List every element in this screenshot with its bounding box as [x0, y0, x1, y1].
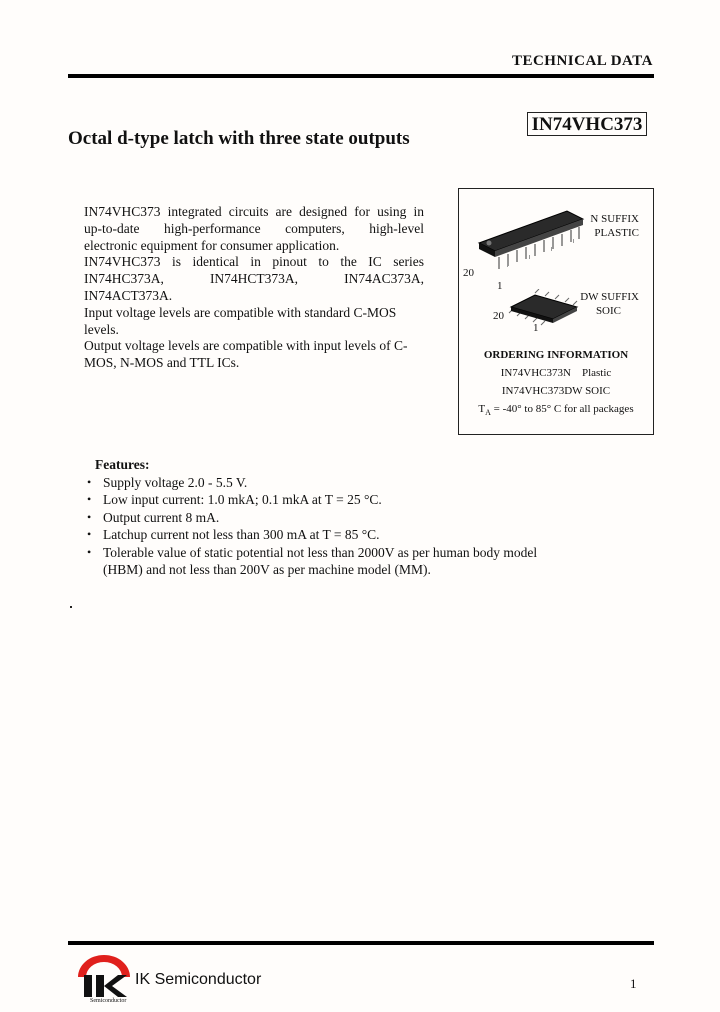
soic-package-image — [505, 289, 581, 329]
page-number: 1 — [630, 976, 637, 991]
series-item: IN74AC373A, — [344, 271, 424, 287]
feature-item: • Low input current: 1.0 mkA; 0.1 mkA at T = 25 °C. — [84, 491, 604, 509]
technical-data-label: TECHNICAL DATA — [511, 53, 653, 69]
desc-line-3: electronic equipment for consumer application. — [84, 237, 340, 253]
n-suffix-label: N SUFFIX — [590, 213, 639, 225]
feature-item — [84, 544, 604, 579]
part-number-box: IN74VHC373 — [527, 112, 647, 136]
desc-line-2: up-to-date high-performance computers, high-level — [84, 220, 424, 236]
order-dw-line: IN74VHC373DW SOIC — [501, 385, 611, 397]
ordering-title: ORDERING INFORMATION — [483, 349, 629, 361]
series-list — [84, 271, 424, 288]
page-title: Octal d-type latch with three state outputs — [68, 128, 410, 149]
n-type-label: PLASTIC — [594, 227, 639, 239]
temperature-range — [459, 403, 653, 417]
series-item: IN74HCT373A, — [209, 271, 299, 287]
soic-pin-20-label: 20 — [493, 310, 504, 322]
company-name: IK Semiconductor — [135, 971, 262, 988]
dip-pin-1-label: 1 — [497, 280, 503, 292]
identical-line: IN74VHC373 is identical in pinout to the IC series — [84, 254, 424, 270]
output-voltage-text: Output voltage levels are compatible with input levels of C-MOS, N-MOS and TTL ICs. — [84, 338, 408, 371]
features-list — [84, 474, 604, 579]
bottom-rule — [68, 941, 654, 945]
feature-item-text: Tolerable value of static potential not less than 2000V as per human body model — [103, 544, 538, 560]
features-section — [84, 456, 604, 579]
series-item: IN74HC373A, — [84, 271, 164, 287]
temp-symbol: T — [478, 403, 486, 415]
feature-item: • Latchup current not less than 300 mA at T = 85 °C. — [84, 526, 604, 544]
description — [84, 204, 424, 372]
package-box — [458, 188, 654, 435]
feature-item-continuation: (HBM) and not less than 200V as per machine model (MM). — [103, 562, 431, 577]
dw-suffix-label: DW SUFFIX — [580, 291, 639, 303]
input-voltage-text: Input voltage levels are compatible with standard C-MOS levels. — [84, 304, 397, 337]
features-title: Features: — [95, 457, 150, 472]
order-n-line: IN74VHC373N Plastic — [500, 367, 612, 379]
soic-pin-1-label: 1 — [533, 322, 539, 334]
dip-pin-20-label: 20 — [463, 267, 474, 279]
series-last: IN74ACT373A. — [84, 287, 173, 303]
feature-item: • Output current 8 mA. — [84, 509, 604, 527]
temp-subscript: A — [485, 408, 491, 418]
desc-line-1: IN74VHC373 integrated circuits are designed for using in — [84, 204, 424, 219]
temp-range-text: = -40° to 85° C for all packages — [490, 403, 634, 415]
top-rule — [68, 74, 654, 78]
logo-arc — [78, 955, 130, 977]
dip-package-image — [467, 199, 587, 279]
feature-item: • Supply voltage 2.0 - 5.5 V. — [84, 474, 604, 492]
dw-type-label: SOIC — [595, 305, 621, 317]
logo-caption: Semiconductor — [90, 998, 127, 1004]
stray-mark — [70, 606, 72, 608]
